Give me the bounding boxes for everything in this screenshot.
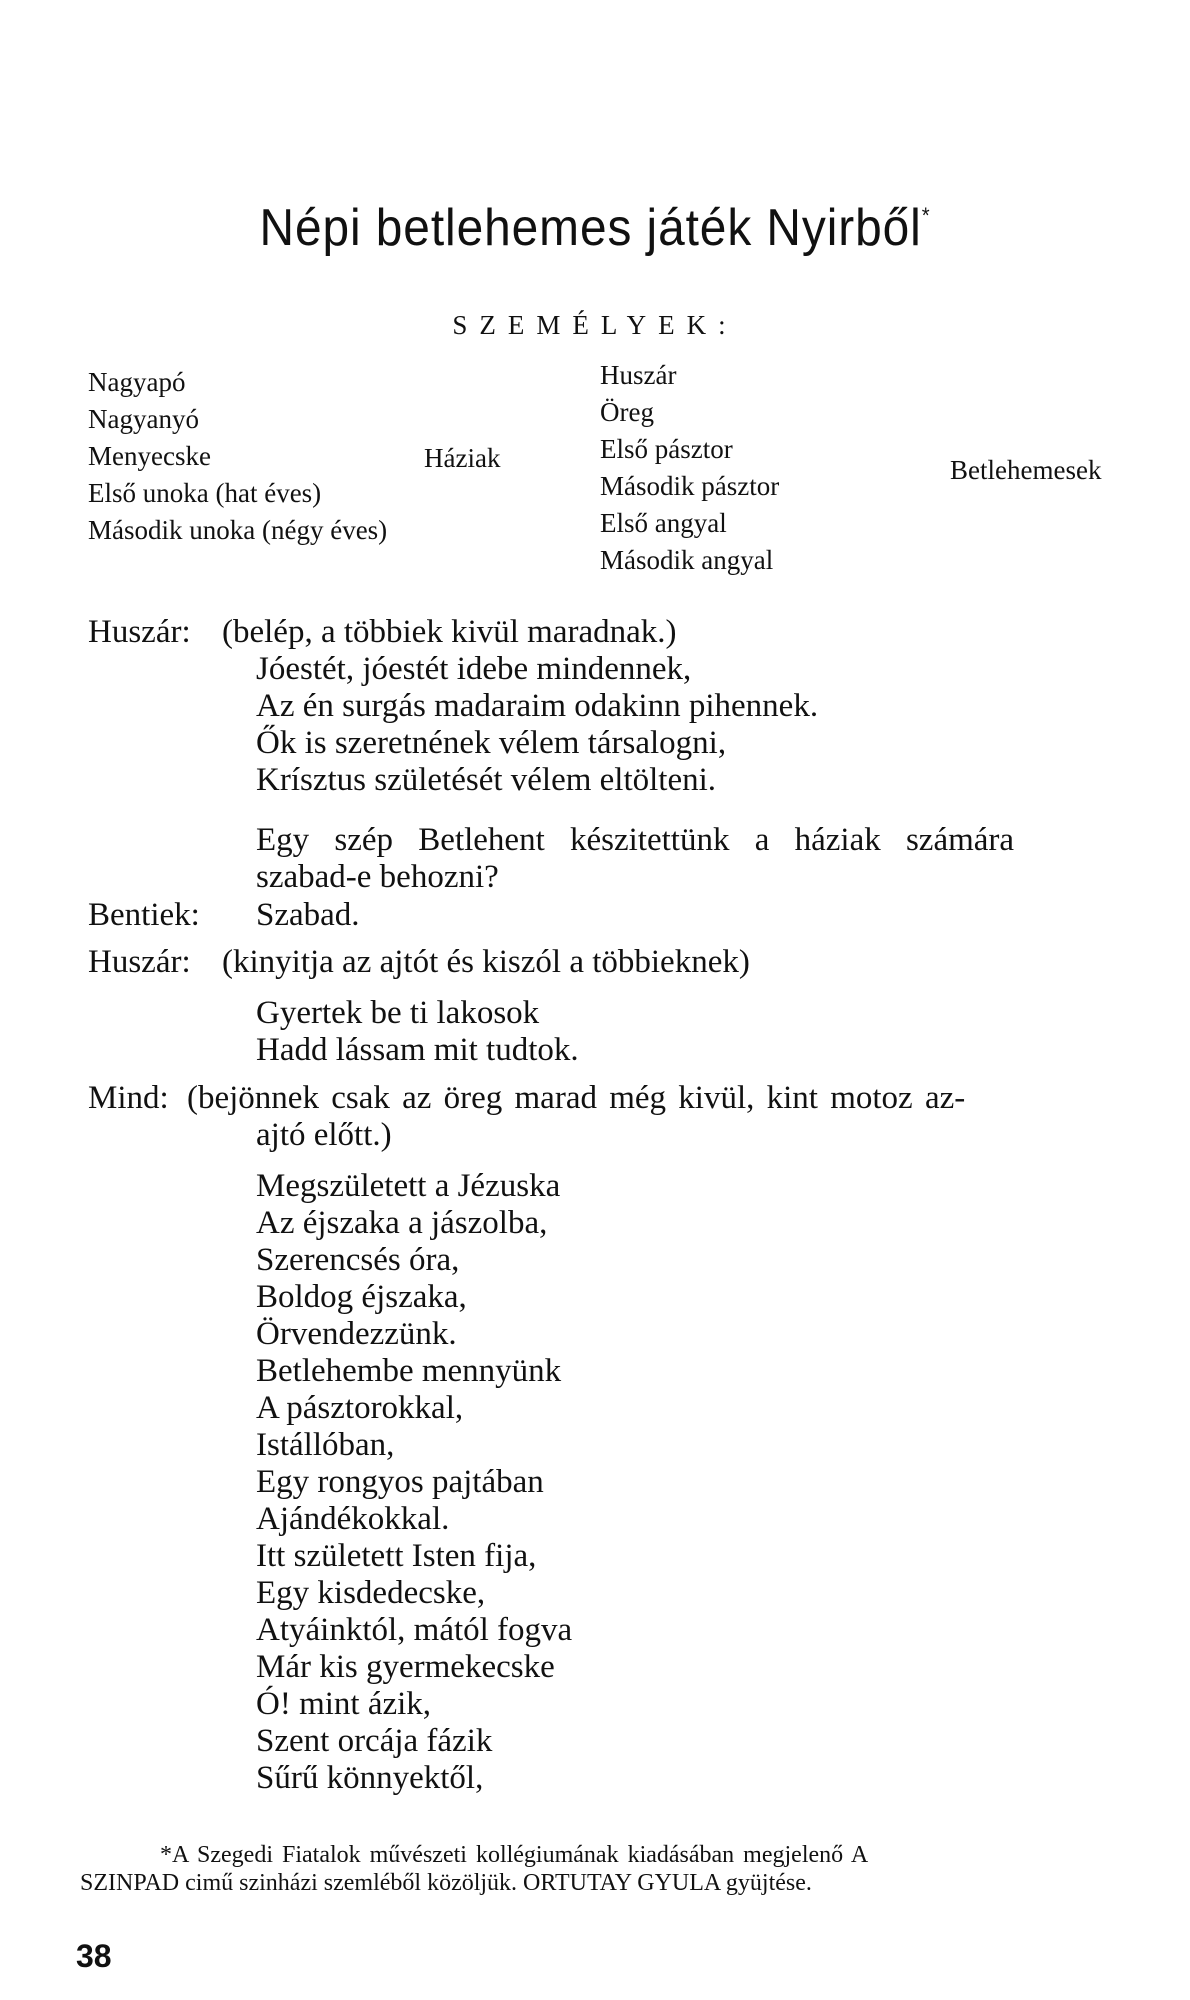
song-line: Ajándékokkal.	[256, 1501, 450, 1537]
verse-line: Szabad.	[256, 897, 360, 933]
verse-line: Jóestét, jóestét idebe mindennek,	[256, 651, 692, 687]
footnote-marker: *	[921, 203, 931, 228]
stage-direction: (bejönnek csak az öreg marad még kivül, kint motoz az-	[187, 1080, 966, 1116]
cast-member: Második angyal	[600, 545, 774, 575]
speaker-name: Huszár:	[88, 944, 191, 980]
song-line: Egy kisdedecske,	[256, 1575, 486, 1611]
song-line: Az éjszaka a jászolba,	[256, 1205, 548, 1241]
nativity-players-list	[600, 357, 779, 579]
song-line: Egy rongyos pajtában	[256, 1464, 544, 1500]
cast-member: Nagyapó	[88, 367, 186, 397]
cast-member: Első pásztor	[600, 434, 733, 464]
song-line: Betlehembe mennyünk	[256, 1353, 562, 1389]
persons-heading: SZEMÉLYEK:	[452, 310, 738, 340]
speaker-name: Mind:	[88, 1080, 169, 1116]
cast-member: Öreg	[600, 397, 654, 427]
footnote-line: SZINPAD cimű szinházi szemléből közöljük. ORTUTAY GYULA gyüjtése.	[80, 1870, 812, 1896]
prose-line: Egy szép Betlehent készitettünk a háziak számára	[256, 822, 1015, 858]
stage-direction: (belép, a többiek kivül maradnak.)	[222, 614, 677, 650]
song-line: Boldog éjszaka,	[256, 1279, 467, 1315]
verse-line: Gyertek be ti lakosok	[256, 995, 540, 1031]
nativity-players-group-label: Betlehemesek	[950, 455, 1102, 485]
cast-member: Első angyal	[600, 508, 727, 538]
stage-direction: (kinyitja az ajtót és kiszól a többieknek)	[222, 944, 750, 980]
song-line: Megszületett a Jézuska	[256, 1168, 561, 1204]
speaker-name: Bentiek:	[88, 897, 200, 933]
page-title: Népi betlehemes játék Nyirből*	[259, 199, 931, 257]
cast-member: Menyecske	[88, 441, 211, 471]
speaker-name: Huszár:	[88, 614, 191, 650]
footnote-line: *A Szegedi Fiatalok művészeti kollégiumának kiadásában megjelenő A	[160, 1842, 869, 1868]
verse-line: Hadd lássam mit tudtok.	[256, 1032, 579, 1068]
song-line: A pásztorokkal,	[256, 1390, 464, 1426]
page-number: 38	[76, 1938, 112, 1974]
song-line: Sűrű könnyektől,	[256, 1760, 484, 1796]
song-line: Már kis gyermekecske	[256, 1649, 555, 1685]
cast-member: Nagyanyó	[88, 404, 199, 434]
cast-member: Második pásztor	[600, 471, 780, 501]
hosts-list	[88, 364, 387, 549]
song-line: Ó! mint ázik,	[256, 1686, 432, 1722]
verse-line: Ők is szeretnének vélem társalogni,	[256, 725, 727, 761]
song-line: Szerencsés óra,	[256, 1242, 460, 1278]
cast-member: Huszár	[600, 360, 677, 390]
hosts-group-label: Háziak	[424, 443, 501, 473]
stage-direction: ajtó előtt.)	[256, 1117, 392, 1153]
song-line: Itt született Isten fija,	[256, 1538, 537, 1574]
song-line: Örvendezzünk.	[256, 1316, 457, 1352]
cast-member: Második unoka (négy éves)	[88, 515, 388, 545]
cast-member: Első unoka (hat éves)	[88, 478, 322, 508]
song-line: Istállóban,	[256, 1427, 395, 1463]
song-line: Szent orcája fázik	[256, 1723, 493, 1759]
song-line: Atyáinktól, mától fogva	[256, 1612, 573, 1648]
verse-line: Az én surgás madaraim odakinn pihennek.	[256, 688, 819, 724]
verse-line: Krísztus születését vélem eltölteni.	[256, 762, 717, 798]
prose-line: szabad-e behozni?	[256, 859, 499, 895]
